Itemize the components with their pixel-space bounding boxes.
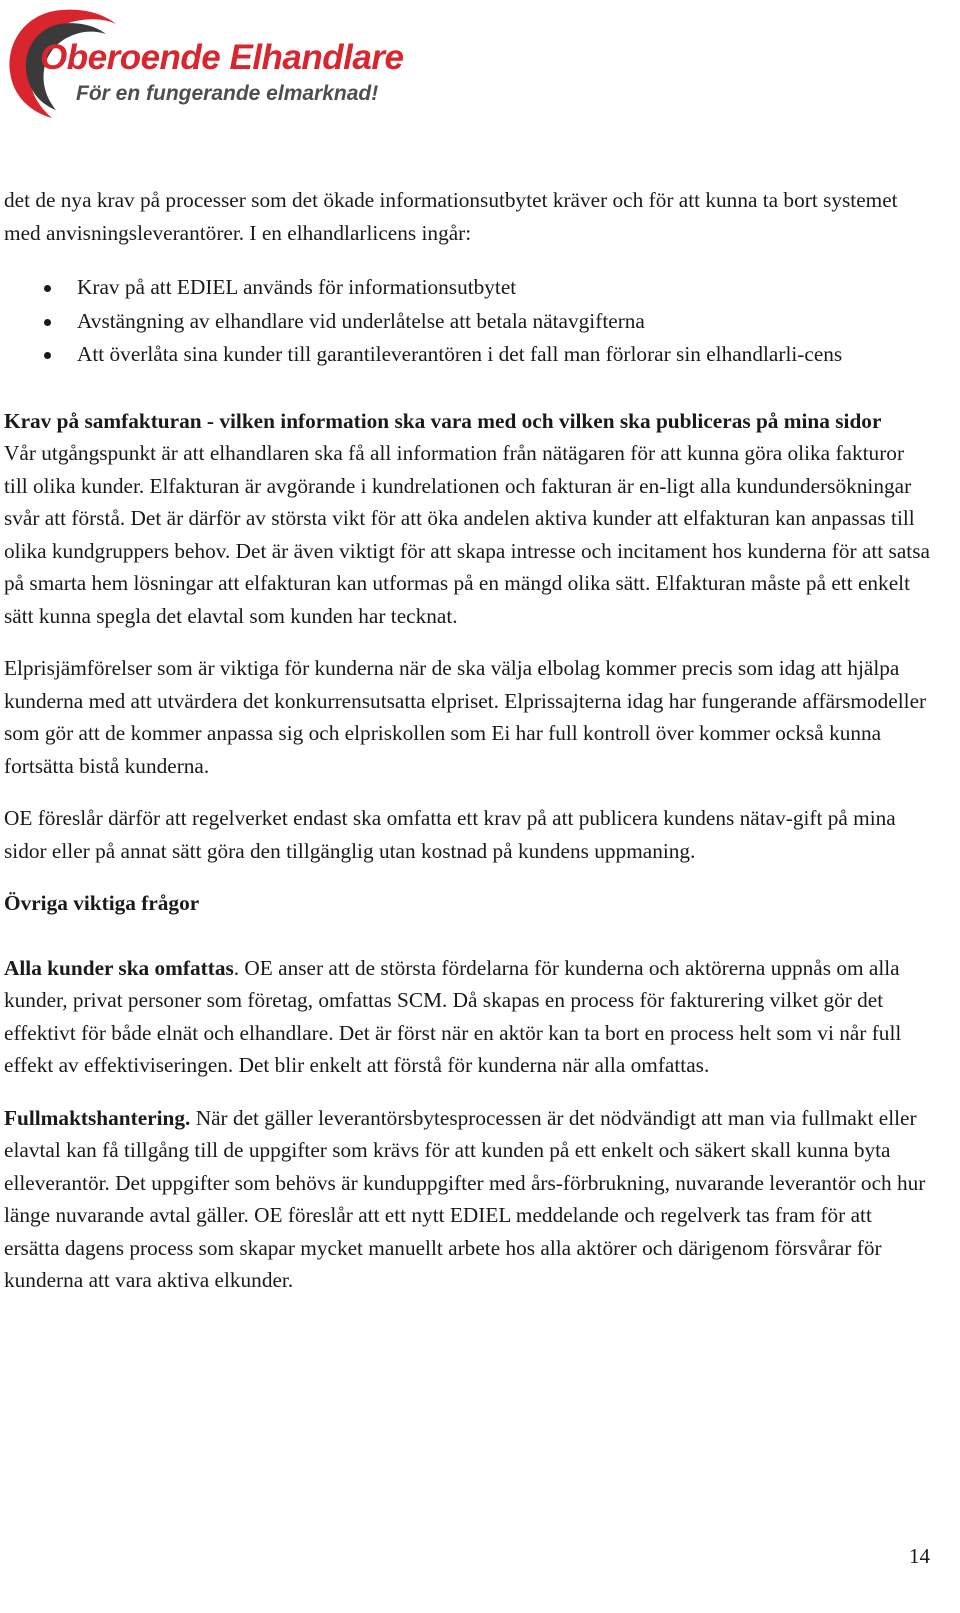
logo-title: Oberoende Elhandlare bbox=[40, 38, 404, 77]
list-item-text: Att överlåta sina kunder till garantileverantören i det fall man förlorar sin elhandlarli-cens bbox=[77, 342, 843, 366]
paragraph-text: . OE anser att de största fördelarna för kunderna och aktörerna uppnås om alla kunder, privat personer som företag, omfattas SCM. Då skapas en process för fakturering vilket gör det effektivt för både elnät och elhandlare. Det är först när en aktör kan ta bort en process helt som vi når full effekt av effektiviseringen. Det blir enkelt att förstå för kunderna när alla omfattas. bbox=[4, 955, 902, 1077]
paragraph-text: När det gäller leverantörsbytesprocessen är det nödvändigt att man via fullmakt eller elavtal kan få tillgång till de uppgifter som krävs för att kunden på ett enkelt och säkert skall kunna byta elleverantör. Det uppgifter som behövs är kunduppgifter med års-förbrukning, nuvarande leverantör och hur länge nuvarande avtal gäller. OE föreslår att ett nytt EDIEL meddelande och regelverk tas fram för att ersätta dagens process som skapar mycket manuellt arbete hos alla aktörer och därigenom försvårar för kunderna att vara aktiva elkunder. bbox=[4, 1105, 926, 1292]
paragraph: Vår utgångspunkt är att elhandlaren ska få all information från nätägaren för att kunna göra olika fakturor till olika kunder. Elfakturan är avgörande i kundrelationen och fakturan är en-ligt alla kundundersökningar svår att förstå. Det är därför av största vikt för att öka andelen aktiva kunder att elfakturan kan anpassas till olika kundgruppers behov. Det är även viktigt för att skapa intresse och incitament hos kunderna för att satsa på smarta hem lösningar att elfakturan kan utformas på en mängd olika sätt. Elfakturan måste på ett enkelt sätt kunna spegla det elavtal som kunden har tecknat. bbox=[4, 441, 930, 628]
paragraph-lead: Fullmaktshantering. bbox=[4, 1105, 191, 1130]
company-logo bbox=[0, 0, 420, 125]
section-heading-ovriga: Övriga viktiga frågor bbox=[4, 891, 200, 915]
paragraph bbox=[4, 1102, 930, 1297]
list-item bbox=[4, 338, 930, 372]
list-item-text: Avstängning av elhandlare vid underlåtelse att betala nätavgifterna bbox=[77, 308, 645, 333]
bullet-icon bbox=[44, 352, 51, 359]
intro-paragraph: det de nya krav på processer som det ökade informationsutbytet kräver och för att kunna ta bort systemet med anvisningsleverantörer. I en elhandlarlicens ingår: bbox=[4, 188, 898, 245]
paragraph: Elprisjämförelser som är viktiga för kunderna när de ska välja elbolag kommer precis som idag att hjälpa kunderna med att utvärdera det konkurrensutsatta elpriset. Elprissajterna idag har fungerande affärsmodeller som gör att de kommer anpassa sig och elpriskollen som Ei har full kontroll över kommer också kunna fortsätta bistå kunderna. bbox=[4, 656, 927, 778]
section-heading-samfakturan: Krav på samfakturan - vilken information ska vara med och vilken ska publiceras på mina sidor bbox=[4, 408, 882, 433]
bullet-icon bbox=[44, 319, 51, 326]
list-item-text: Krav på att EDIEL används för informationsutbytet bbox=[77, 275, 517, 299]
paragraph bbox=[4, 952, 930, 1082]
paragraph: OE föreslår därför att regelverket endast ska omfatta ett krav på att publicera kundens nätav-gift på mina sidor eller på annat sätt göra den tillgänglig utan kostnad på kundens uppmaning. bbox=[4, 806, 896, 863]
paragraph-lead: Alla kunder ska omfattas bbox=[4, 955, 234, 980]
document-body bbox=[4, 184, 930, 1297]
list-item bbox=[4, 305, 930, 339]
logo-subtitle: För en fungerande elmarknad! bbox=[76, 82, 379, 105]
license-requirements-list bbox=[4, 271, 930, 372]
list-item bbox=[4, 271, 930, 305]
bullet-icon bbox=[44, 285, 51, 292]
page-number: 14 bbox=[909, 1544, 930, 1568]
